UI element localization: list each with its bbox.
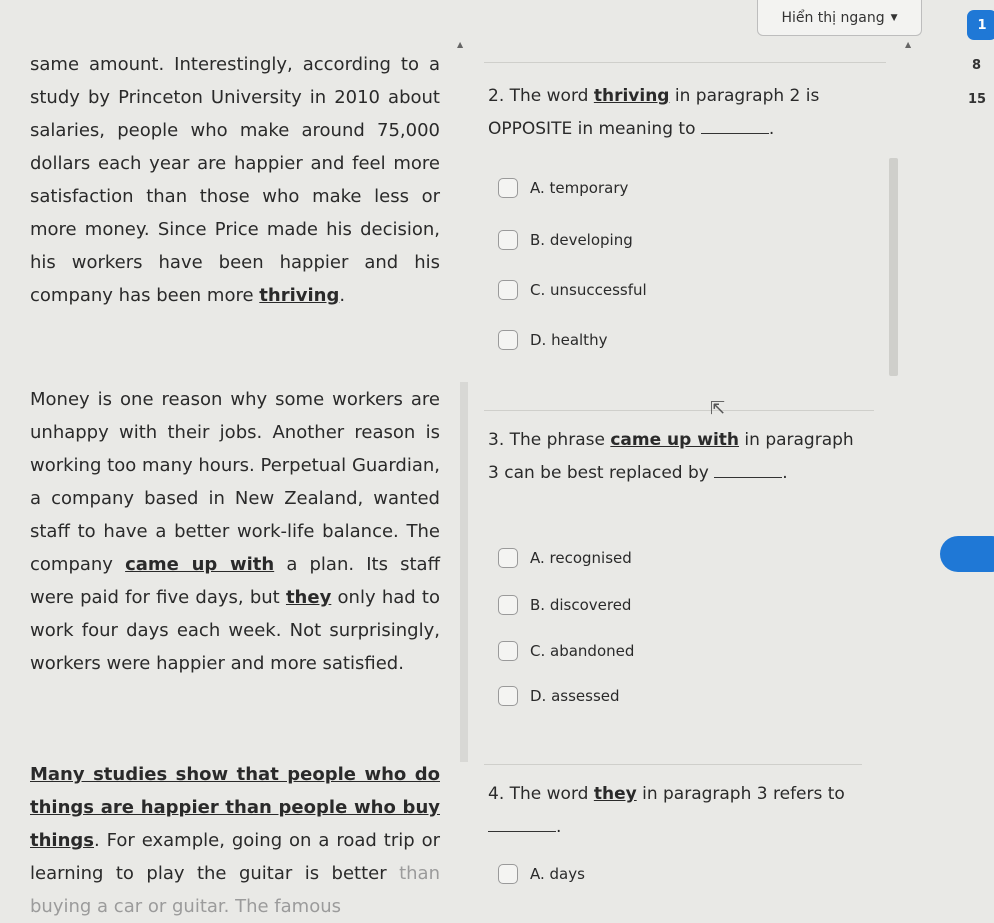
mouse-cursor-icon: ⇱ xyxy=(710,398,726,419)
radio-box[interactable] xyxy=(498,864,518,884)
option-label: C. unsuccessful xyxy=(530,281,647,299)
answer-option[interactable] xyxy=(498,280,647,300)
answer-option[interactable] xyxy=(498,686,620,706)
question-keyword: they xyxy=(593,784,637,804)
questions-scrollbar[interactable] xyxy=(889,158,898,376)
question-nav-badge[interactable]: 1 xyxy=(967,10,994,40)
answer-blank xyxy=(488,817,556,832)
passage-paragraph-3 xyxy=(30,383,440,680)
option-label: A. temporary xyxy=(530,179,629,197)
answer-option[interactable] xyxy=(498,548,632,568)
question-number: 2. The word xyxy=(488,86,594,106)
chevron-down-icon: ▼ xyxy=(890,12,898,23)
answer-option[interactable] xyxy=(498,595,631,615)
question-2: 2. The word thriving in paragraph 2 is OPPOSITE in meaning to . xyxy=(488,86,820,139)
underlined-sentence: Many studies show that people who do things are happier than people who buy things xyxy=(30,764,440,851)
radio-box[interactable] xyxy=(498,178,518,198)
side-nav-button[interactable] xyxy=(940,536,994,572)
question-number: 4. The word xyxy=(488,784,594,804)
option-label: B. developing xyxy=(530,231,633,249)
keyword-thriving: thriving xyxy=(259,285,340,306)
option-label: A. recognised xyxy=(530,549,632,567)
passage-text: only had to work four days each week. Not surprisingly, workers were happier and more satisfied. xyxy=(30,587,440,674)
passage-text: . For example, going on a road trip or learning to play the guitar is better xyxy=(30,830,440,884)
question-number: 3. The phrase xyxy=(488,430,611,450)
view-mode-dropdown[interactable] xyxy=(757,0,922,36)
option-label: D. assessed xyxy=(530,687,620,705)
passage-text: same amount. Interestingly, according to a study by Princeton University in 2010 about salaries, people who make around 75,000 dollars each year are happier and feel more satisfaction than those who make less or more money. Since Price made his decision, his workers have been happier and his company has been more xyxy=(30,54,440,306)
radio-box[interactable] xyxy=(498,548,518,568)
passage-text: . xyxy=(339,285,346,306)
answer-option[interactable] xyxy=(498,178,628,198)
question-stem: in paragraph 3 can be best replaced by xyxy=(488,430,854,483)
answer-blank xyxy=(701,119,769,134)
passage-paragraph-2 xyxy=(30,48,440,312)
option-label: C. abandoned xyxy=(530,642,635,660)
question-keyword: came up with xyxy=(610,430,740,450)
keyword-they: they xyxy=(285,587,332,608)
answer-option[interactable] xyxy=(498,864,585,884)
answer-option[interactable] xyxy=(498,230,633,250)
passage-paragraph-4 xyxy=(30,758,440,923)
keyword-came-up-with: came up with xyxy=(125,554,275,575)
scroll-up-icon[interactable]: ▲ xyxy=(905,40,912,49)
scroll-up-icon[interactable]: ▲ xyxy=(457,40,464,49)
passage-text: Money is one reason why some workers are unhappy with their jobs. Another reason is working too many hours. Perpetual Guardian, a company based in New Zealand, wanted staff to have a better work-life balance. The company xyxy=(30,389,440,575)
view-mode-label: Hiển thị ngang xyxy=(781,9,885,26)
question-stem: in paragraph 3 refers to xyxy=(636,784,845,804)
radio-box[interactable] xyxy=(498,330,518,350)
radio-box[interactable] xyxy=(498,230,518,250)
divider xyxy=(484,764,862,765)
divider xyxy=(484,410,874,411)
question-stem: in paragraph 2 is OPPOSITE in meaning to xyxy=(488,86,820,139)
answer-blank xyxy=(714,463,782,478)
question-nav-number[interactable]: 8 xyxy=(972,58,982,73)
question-3: 3. The phrase came up with in paragraph 3 can be best replaced by . xyxy=(488,430,854,483)
radio-box[interactable] xyxy=(498,686,518,706)
answer-option[interactable] xyxy=(498,641,634,661)
answer-option[interactable] xyxy=(498,330,607,350)
divider xyxy=(484,62,886,63)
question-nav-number[interactable]: 15 xyxy=(968,92,987,107)
option-label: D. healthy xyxy=(530,331,608,349)
option-label: A. days xyxy=(530,865,585,883)
radio-box[interactable] xyxy=(498,280,518,300)
question-keyword: thriving xyxy=(593,86,670,106)
option-label: B. discovered xyxy=(530,596,632,614)
radio-box[interactable] xyxy=(498,641,518,661)
passage-text: a plan. Its staff were paid for five days, but xyxy=(30,554,440,608)
passage-text-cut: than buying a car or guitar. The famous xyxy=(30,863,440,917)
pane-splitter[interactable] xyxy=(460,382,468,762)
question-4: 4. The word they in paragraph 3 refers to . xyxy=(488,784,845,837)
radio-box[interactable] xyxy=(498,595,518,615)
